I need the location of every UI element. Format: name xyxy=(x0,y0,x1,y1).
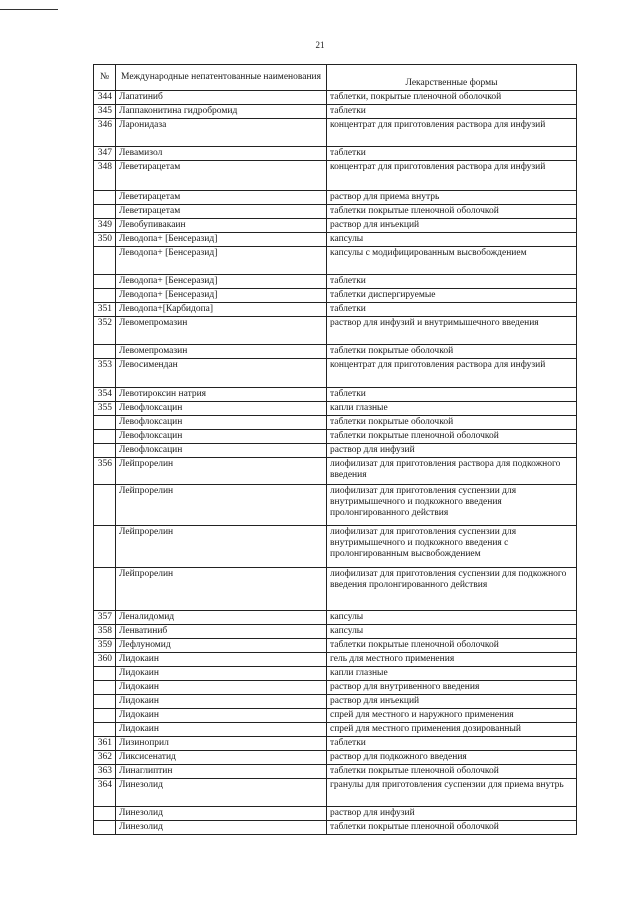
row-inn: Левофлоксацин xyxy=(116,430,327,444)
row-inn: Ларонидаза xyxy=(116,119,327,147)
table-row xyxy=(94,485,577,526)
row-dosage-form: капсулы xyxy=(327,233,577,247)
row-dosage-form: таблетки покрытые оболочкой xyxy=(327,416,577,430)
row-number xyxy=(94,345,116,359)
table-row xyxy=(94,444,577,458)
row-dosage-form: таблетки xyxy=(327,737,577,751)
table-row xyxy=(94,247,577,275)
row-dosage-form: раствор для инфузий xyxy=(327,807,577,821)
row-inn: Лидокаин xyxy=(116,723,327,737)
table-row xyxy=(94,737,577,751)
table-row xyxy=(94,695,577,709)
row-inn: Леводопа+ [Бенсеразид] xyxy=(116,233,327,247)
row-dosage-form: капсулы с модифицированным высвобождением xyxy=(327,247,577,275)
row-dosage-form: лиофилизат для приготовления раствора для подкожного введения xyxy=(327,458,577,485)
row-dosage-form: концентрат для приготовления раствора для инфузий xyxy=(327,161,577,191)
table-row xyxy=(94,191,577,205)
row-number: 364 xyxy=(94,779,116,807)
row-number: 349 xyxy=(94,219,116,233)
row-number: 344 xyxy=(94,91,116,105)
row-number: 353 xyxy=(94,359,116,388)
table-row xyxy=(94,289,577,303)
table-row xyxy=(94,430,577,444)
table-row xyxy=(94,345,577,359)
row-inn: Левотироксин натрия xyxy=(116,388,327,402)
row-inn: Лейпрорелин xyxy=(116,458,327,485)
row-number: 359 xyxy=(94,639,116,653)
row-number: 358 xyxy=(94,625,116,639)
row-inn: Лефлуномид xyxy=(116,639,327,653)
row-number xyxy=(94,681,116,695)
row-number xyxy=(94,723,116,737)
table-row xyxy=(94,317,577,345)
table-row xyxy=(94,709,577,723)
row-number: 355 xyxy=(94,402,116,416)
row-number: 348 xyxy=(94,161,116,191)
row-number: 347 xyxy=(94,147,116,161)
row-number xyxy=(94,247,116,275)
row-dosage-form: гель для местного применения xyxy=(327,653,577,667)
row-inn: Линезолид xyxy=(116,779,327,807)
table-row xyxy=(94,275,577,289)
table-row xyxy=(94,219,577,233)
row-inn: Левофлоксацин xyxy=(116,402,327,416)
table-row xyxy=(94,388,577,402)
row-dosage-form: таблетки, покрытые пленочной оболочкой xyxy=(327,91,577,105)
header-dosage-forms-label: Лекарственные формы xyxy=(405,77,498,88)
table-row xyxy=(94,681,577,695)
row-dosage-form: таблетки покрытые пленочной оболочкой xyxy=(327,639,577,653)
table-header-row xyxy=(94,65,577,91)
row-dosage-form: таблетки диспергируемые xyxy=(327,289,577,303)
row-inn: Лапатиниб xyxy=(116,91,327,105)
corner-rule xyxy=(0,9,58,10)
row-number: 357 xyxy=(94,611,116,625)
row-inn: Лидокаин xyxy=(116,667,327,681)
row-dosage-form: капли глазные xyxy=(327,667,577,681)
row-dosage-form: лиофилизат для приготовления суспензии для внутримышечного и подкожного введения с пролонгированным высвобождением xyxy=(327,526,577,568)
row-dosage-form: капсулы xyxy=(327,611,577,625)
row-inn: Линаглиптин xyxy=(116,765,327,779)
table-row xyxy=(94,667,577,681)
row-inn: Линезолид xyxy=(116,807,327,821)
row-number: 346 xyxy=(94,119,116,147)
row-dosage-form: таблетки xyxy=(327,388,577,402)
row-dosage-form: раствор для инъекций xyxy=(327,695,577,709)
row-dosage-form: концентрат для приготовления раствора для инфузий xyxy=(327,359,577,388)
row-inn: Лидокаин xyxy=(116,653,327,667)
row-number xyxy=(94,526,116,568)
row-number xyxy=(94,289,116,303)
row-number: 361 xyxy=(94,737,116,751)
header-number: № xyxy=(94,65,116,91)
table-row xyxy=(94,639,577,653)
table-row xyxy=(94,765,577,779)
row-number xyxy=(94,444,116,458)
row-inn: Леветирацетам xyxy=(116,191,327,205)
row-dosage-form: таблетки xyxy=(327,105,577,119)
row-number: 356 xyxy=(94,458,116,485)
row-number: 350 xyxy=(94,233,116,247)
row-inn: Ликсисенатид xyxy=(116,751,327,765)
table-row xyxy=(94,119,577,147)
row-dosage-form: таблетки покрытые оболочкой xyxy=(327,345,577,359)
table-row xyxy=(94,611,577,625)
row-dosage-form: таблетки xyxy=(327,275,577,289)
table-row xyxy=(94,91,577,105)
table-row xyxy=(94,105,577,119)
table-row xyxy=(94,303,577,317)
row-number xyxy=(94,807,116,821)
row-inn: Леводопа+ [Бенсеразид] xyxy=(116,247,327,275)
row-dosage-form: гранулы для приготовления суспензии для приема внутрь xyxy=(327,779,577,807)
row-inn: Левомепромазин xyxy=(116,345,327,359)
table-row xyxy=(94,416,577,430)
row-dosage-form: раствор для инфузий xyxy=(327,444,577,458)
row-dosage-form: таблетки покрытые пленочной оболочкой xyxy=(327,765,577,779)
row-inn: Левосимендан xyxy=(116,359,327,388)
table-row xyxy=(94,821,577,835)
row-number: 362 xyxy=(94,751,116,765)
table-row xyxy=(94,723,577,737)
table-row xyxy=(94,161,577,191)
drug-forms-table xyxy=(93,64,577,835)
row-dosage-form: раствор для внутривенного введения xyxy=(327,681,577,695)
row-dosage-form: таблетки покрытые пленочной оболочкой xyxy=(327,821,577,835)
row-inn: Леветирацетам xyxy=(116,161,327,191)
row-inn: Леводопа+ [Бенсеразид] xyxy=(116,289,327,303)
row-inn: Лидокаин xyxy=(116,709,327,723)
row-number: 363 xyxy=(94,765,116,779)
row-inn: Леводопа+[Карбидопа] xyxy=(116,303,327,317)
row-inn: Лидокаин xyxy=(116,681,327,695)
table-row xyxy=(94,653,577,667)
row-inn: Лейпрорелин xyxy=(116,526,327,568)
row-dosage-form: раствор для инъекций xyxy=(327,219,577,233)
table-row xyxy=(94,458,577,485)
row-inn: Левамизол xyxy=(116,147,327,161)
row-dosage-form: таблетки xyxy=(327,303,577,317)
row-number xyxy=(94,667,116,681)
row-inn: Левофлоксацин xyxy=(116,416,327,430)
row-inn: Лейпрорелин xyxy=(116,568,327,611)
row-inn: Левомепромазин xyxy=(116,317,327,345)
row-inn: Левобупивакаин xyxy=(116,219,327,233)
row-inn: Лидокаин xyxy=(116,695,327,709)
row-dosage-form: спрей для местного применения дозированный xyxy=(327,723,577,737)
table-row xyxy=(94,205,577,219)
row-number xyxy=(94,205,116,219)
header-inn xyxy=(116,65,327,91)
row-dosage-form: раствор для подкожного введения xyxy=(327,751,577,765)
table-row xyxy=(94,751,577,765)
row-dosage-form: таблетки покрытые пленочной оболочкой xyxy=(327,205,577,219)
table-row xyxy=(94,359,577,388)
row-number xyxy=(94,275,116,289)
row-number: 352 xyxy=(94,317,116,345)
table-row xyxy=(94,233,577,247)
row-dosage-form: концентрат для приготовления раствора для инфузий xyxy=(327,119,577,147)
table-row xyxy=(94,625,577,639)
row-inn: Лизиноприл xyxy=(116,737,327,751)
row-number xyxy=(94,821,116,835)
row-number xyxy=(94,568,116,611)
table-row xyxy=(94,147,577,161)
row-inn: Лаппаконитина гидробромид xyxy=(116,105,327,119)
row-number xyxy=(94,430,116,444)
row-dosage-form: спрей для местного и наружного применения xyxy=(327,709,577,723)
row-number xyxy=(94,695,116,709)
row-inn: Левофлоксацин xyxy=(116,444,327,458)
row-dosage-form: раствор для приема внутрь xyxy=(327,191,577,205)
row-inn: Леводопа+ [Бенсеразид] xyxy=(116,275,327,289)
row-inn: Линезолид xyxy=(116,821,327,835)
table-row xyxy=(94,807,577,821)
row-dosage-form: капли глазные xyxy=(327,402,577,416)
header-inn-label: Международные непатентованные наименования xyxy=(121,72,321,82)
page-number: 21 xyxy=(315,40,325,50)
row-number: 354 xyxy=(94,388,116,402)
row-inn: Леветирацетам xyxy=(116,205,327,219)
row-dosage-form: раствор для инфузий и внутримышечного введения xyxy=(327,317,577,345)
row-number xyxy=(94,709,116,723)
table-row xyxy=(94,402,577,416)
header-dosage-forms xyxy=(327,65,577,91)
row-inn: Леналидомид xyxy=(116,611,327,625)
row-number: 345 xyxy=(94,105,116,119)
row-dosage-form: таблетки xyxy=(327,147,577,161)
row-number: 351 xyxy=(94,303,116,317)
row-dosage-form: капсулы xyxy=(327,625,577,639)
row-inn: Ленватиниб xyxy=(116,625,327,639)
row-number xyxy=(94,416,116,430)
table-row xyxy=(94,526,577,568)
row-inn: Лейпрорелин xyxy=(116,485,327,526)
row-dosage-form: лиофилизат для приготовления суспензии для внутримышечного и подкожного введения пролонгированного действия xyxy=(327,485,577,526)
row-number xyxy=(94,191,116,205)
row-number: 360 xyxy=(94,653,116,667)
row-number xyxy=(94,485,116,526)
table-row xyxy=(94,779,577,807)
row-dosage-form: лиофилизат для приготовления суспензии для подкожного введения пролонгированного действия xyxy=(327,568,577,611)
row-dosage-form: таблетки покрытые пленочной оболочкой xyxy=(327,430,577,444)
table-row xyxy=(94,568,577,611)
